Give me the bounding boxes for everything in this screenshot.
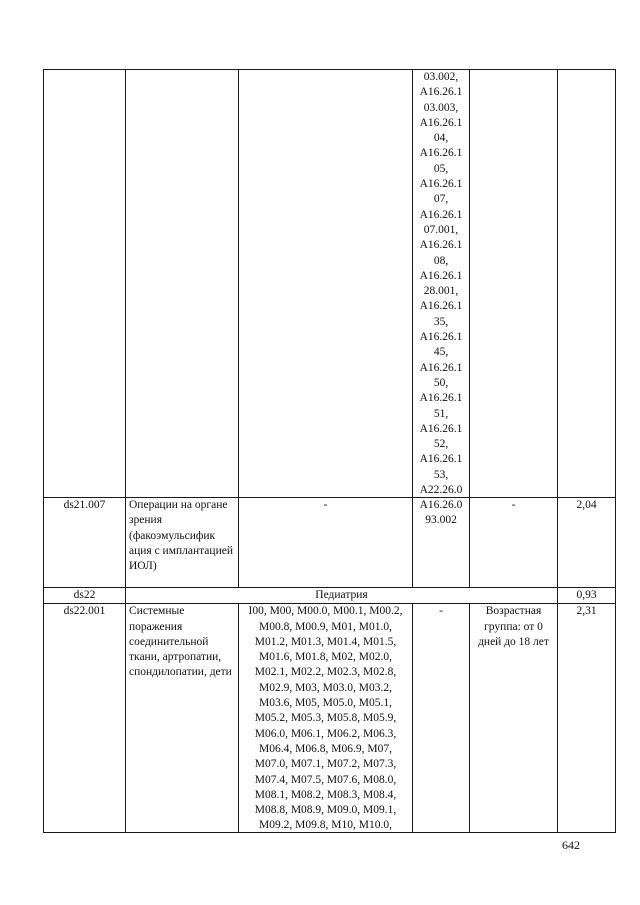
cell-other-criteria <box>470 70 558 498</box>
cell-profile-name: Педиатрия <box>126 588 558 604</box>
table-row-ds22-profile <box>44 588 616 604</box>
cell-code: ds22.001 <box>44 604 126 833</box>
cell-code: ds22 <box>44 588 126 604</box>
cell-name: Операции на органе зрения (факоэмульсифик ация с имплантацией ИОЛ) <box>126 498 239 588</box>
tariff-table <box>43 69 616 833</box>
cell-coefficient: 2,04 <box>558 498 616 588</box>
table-row-ds21-007 <box>44 498 616 588</box>
diagnosis-codes-text: I00, M00, M00.0, M00.1, M00.2, M00.8, M00.9, M01, M01.0, M01.2, M01.3, M01.4, M01.5, M01.6, M01.8, M02, M02.0, M02.1, M02.2, M02.3, M02.8, M02.9, M03, M03.0, M03.2, M03.6, M05, M05.0, M05.1, M05.2, M05.3, M05.8, M05.9, M06.0, M06.1, M06.2, M06.3, M06.4, M06.8, M06.9, M07, M07.0, M07.1, M07.2, M07.3, M07.4, M07.5, M07.6, M08.0, M08.1, M08.2, M08.3, M08.4, M08.8, M08.9, M09.0, M09.1, M09.2, M09.8, M10, M10.0, <box>248 605 403 832</box>
cell-service-codes: - <box>413 604 470 833</box>
cell-diagnosis-codes <box>239 604 413 833</box>
cell-code <box>44 70 126 498</box>
cell-service-codes: А16.26.0 93.002 <box>413 498 470 588</box>
table-row-continuation <box>44 70 616 498</box>
cell-coefficient: 0,93 <box>558 588 616 604</box>
cell-name <box>126 70 239 498</box>
table-row-ds22-001 <box>44 604 616 833</box>
cell-code: ds21.007 <box>44 498 126 588</box>
cell-service-codes <box>413 70 470 498</box>
cell-coefficient <box>558 70 616 498</box>
cell-other-criteria: - <box>470 498 558 588</box>
cell-diagnosis-codes: - <box>239 498 413 588</box>
cell-other-criteria: Возрастная группа: от 0 дней до 18 лет <box>470 604 558 833</box>
cell-name: Системные поражения соединительной ткани, артропатии, спондилопатии, дети <box>126 604 239 833</box>
cell-diagnosis-codes <box>239 70 413 498</box>
cell-coefficient: 2,31 <box>558 604 616 833</box>
service-codes-text: 03.002, А16.26.1 03.003, А16.26.1 04, А16.26.1 05, А16.26.1 07, А16.26.1 07.001, А16.26.1 08, А16.26.1 28.001, А16.26.1 35, А16.26.1 45, А16.26.1 50, А16.26.1 51, А16.26.1 52, А16.26.1 53, А22.26.0 <box>419 71 463 497</box>
page-number: 642 <box>562 838 580 852</box>
